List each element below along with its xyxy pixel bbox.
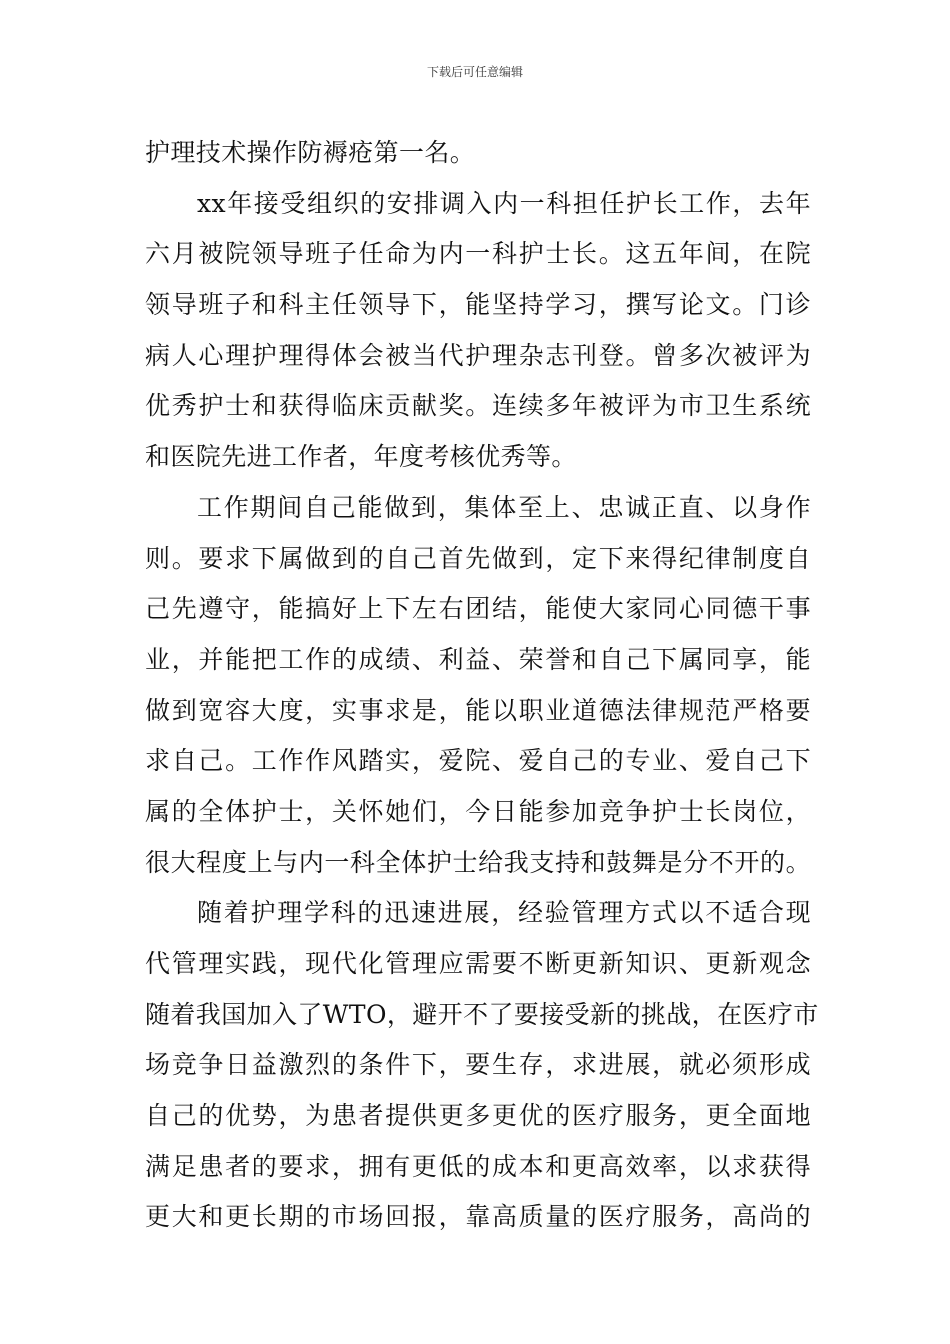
text-line: 代管理实践，现代化管理应需要不断更新知识、更新观念 <box>145 949 811 978</box>
text-line: 优秀护士和获得临床贡献奖。连续多年被评为市卫生系统 <box>145 391 811 421</box>
text-line: xx年接受组织的安排调入内一科担任护长工作，去年 <box>197 188 811 218</box>
text-line: 病人心理护理得体会被当代护理杂志刊登。曾多次被评为 <box>145 340 811 370</box>
text-line: 和医院先进工作者，年度考核优秀等。 <box>145 442 577 472</box>
document-body <box>145 128 819 1243</box>
text-line: 属的全体护士，关怀她们，今日能参加竞争护士长岗位， <box>145 796 811 826</box>
text-line: 随着我国加入了WTO，避开不了要接受新的挑战，在医疗市 <box>145 999 819 1029</box>
text-line: 很大程度上与内一科全体护士给我支持和鼓舞是分不开的。 <box>145 847 811 877</box>
text-line: 领导班子和科主任领导下，能坚持学习，撰写论文。门诊 <box>145 290 811 320</box>
text-line: 工作期间自己能做到，集体至上、忠诚正直、以身作 <box>197 492 811 522</box>
text-line: 更大和更长期的市场回报，靠高质量的医疗服务，高尚的 <box>145 1202 811 1232</box>
text-line: 场竞争日益激烈的条件下，要生存，求进展，就必须形成 <box>145 1050 811 1080</box>
text-line: 满足患者的要求，拥有更低的成本和更高效率，以求获得 <box>145 1151 811 1181</box>
text-line: 己先遵守，能搞好上下左右团结，能使大家同心同德干事 <box>145 594 811 624</box>
page-header: 下载后可任意编辑 <box>426 65 523 79</box>
text-line: 六月被院领导班子任命为内一科护士长。这五年间，在院 <box>145 239 811 269</box>
text-line: 求自己。工作作风踏实，爱院、爱自己的专业、爱自己下 <box>145 746 811 776</box>
text-line: 自己的优势，为患者提供更多更优的医疗服务，更全面地 <box>145 1101 811 1131</box>
text-line: 业，并能把工作的成绩、利益、荣誉和自己下属同享，能 <box>145 644 811 674</box>
text-line: 则。要求下属做到的自己首先做到，定下来得纪律制度自 <box>145 543 811 573</box>
text-line: 护理技术操作防褥疮第一名。 <box>145 138 476 167</box>
text-line: 做到宽容大度，实事求是，能以职业道德法律规范严格要 <box>145 695 811 725</box>
text-line: 随着护理学科的迅速进展，经验管理方式以不适合现 <box>197 898 811 928</box>
